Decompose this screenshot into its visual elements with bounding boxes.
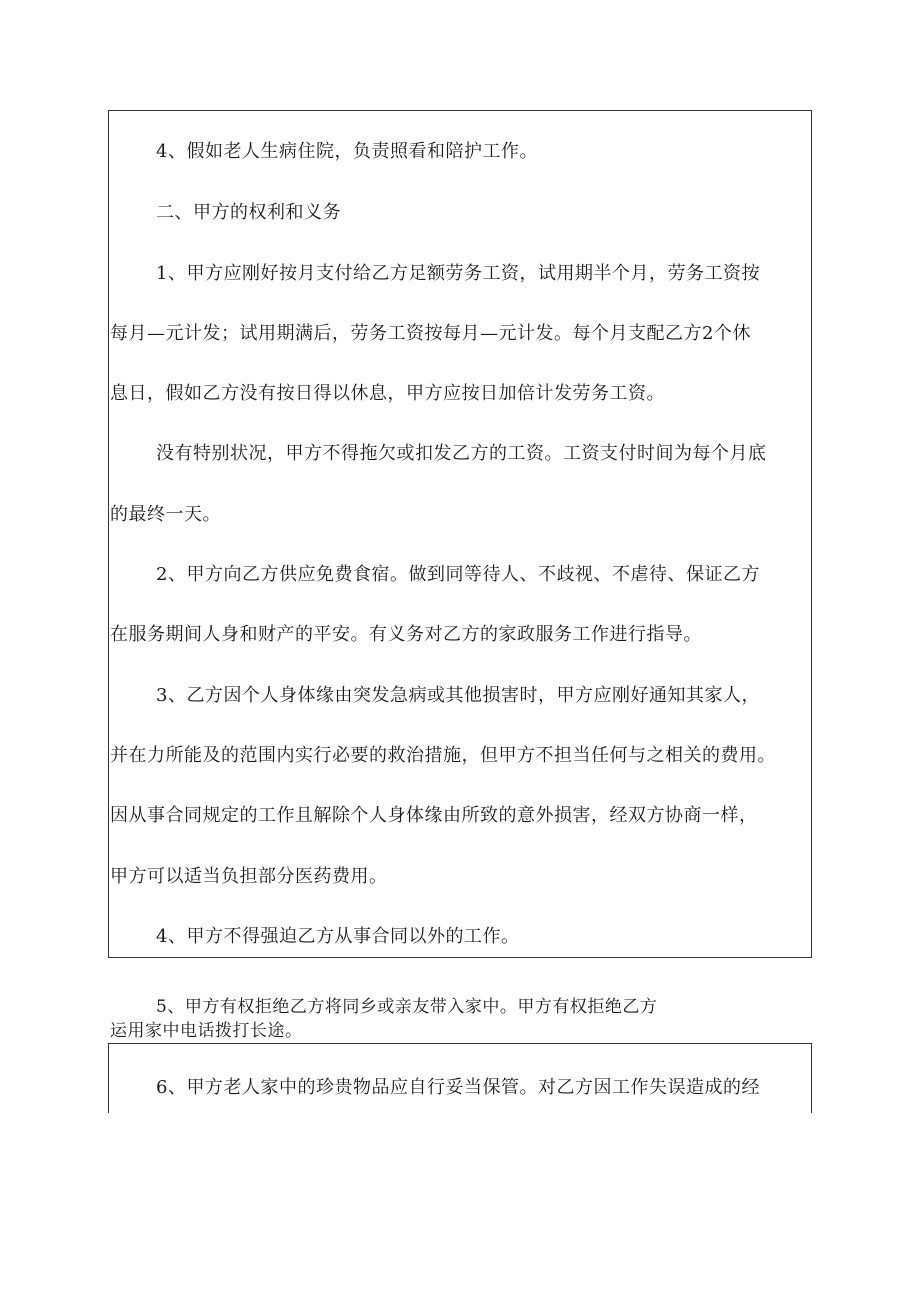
clause-4-elder-care: 4、假如老人生病住院，负责照看和陪护工作。 [156, 141, 538, 162]
clause-5-line-1: 5、甲方有权拒绝乙方将同乡或亲友带入家中。甲方有权拒绝乙方 [156, 997, 658, 1017]
clause-1-line-2: 每月—元计发；试用期满后，劳务工资按每月—元计发。每个月支配乙方2个休 [110, 323, 751, 344]
content-frame-top [108, 110, 812, 958]
section-heading-party-a-rights: 二、甲方的权利和义务 [156, 202, 341, 223]
clause-5-line-2: 运用家中电话拨打长途。 [110, 1021, 303, 1041]
clause-2-line-1: 2、甲方向乙方供应免费食宿。做到同等待人、不歧视、不虐待、保证乙方 [156, 564, 760, 585]
clause-3-line-4: 甲方可以适当负担部分医药费用。 [110, 866, 388, 887]
wage-paragraph-line-2: 的最终一天。 [110, 504, 221, 525]
clause-3-line-1: 3、乙方因个人身体缘由突发急病或其他损害时，甲方应刚好通知其家人， [156, 685, 760, 706]
clause-1-line-1: 1、甲方应刚好按月支付给乙方足额劳务工资，试用期半个月，劳务工资按 [156, 263, 760, 284]
clause-6-line-1: 6、甲方老人家中的珍贵物品应自行妥当保管。对乙方因工作失误造成的经 [156, 1077, 760, 1098]
clause-3-line-2: 并在力所能及的范围内实行必要的救治措施，但甲方不担当任何与之相关的费用。 [110, 745, 776, 766]
clause-3-line-3: 因从事合同规定的工作且解除个人身体缘由所致的意外损害，经双方协商一样， [110, 805, 758, 826]
wage-paragraph-line-1: 没有特别状况，甲方不得拖欠或扣发乙方的工资。工资支付时间为每个月底 [156, 443, 767, 464]
clause-4-no-forced-work: 4、甲方不得强迫乙方从事合同以外的工作。 [156, 926, 520, 947]
clause-1-line-3: 息日，假如乙方没有按日得以休息，甲方应按日加倍计发劳务工资。 [110, 383, 665, 404]
clause-2-line-2: 在服务期间人身和财产的平安。有义务对乙方的家政服务工作进行指导。 [110, 624, 702, 645]
